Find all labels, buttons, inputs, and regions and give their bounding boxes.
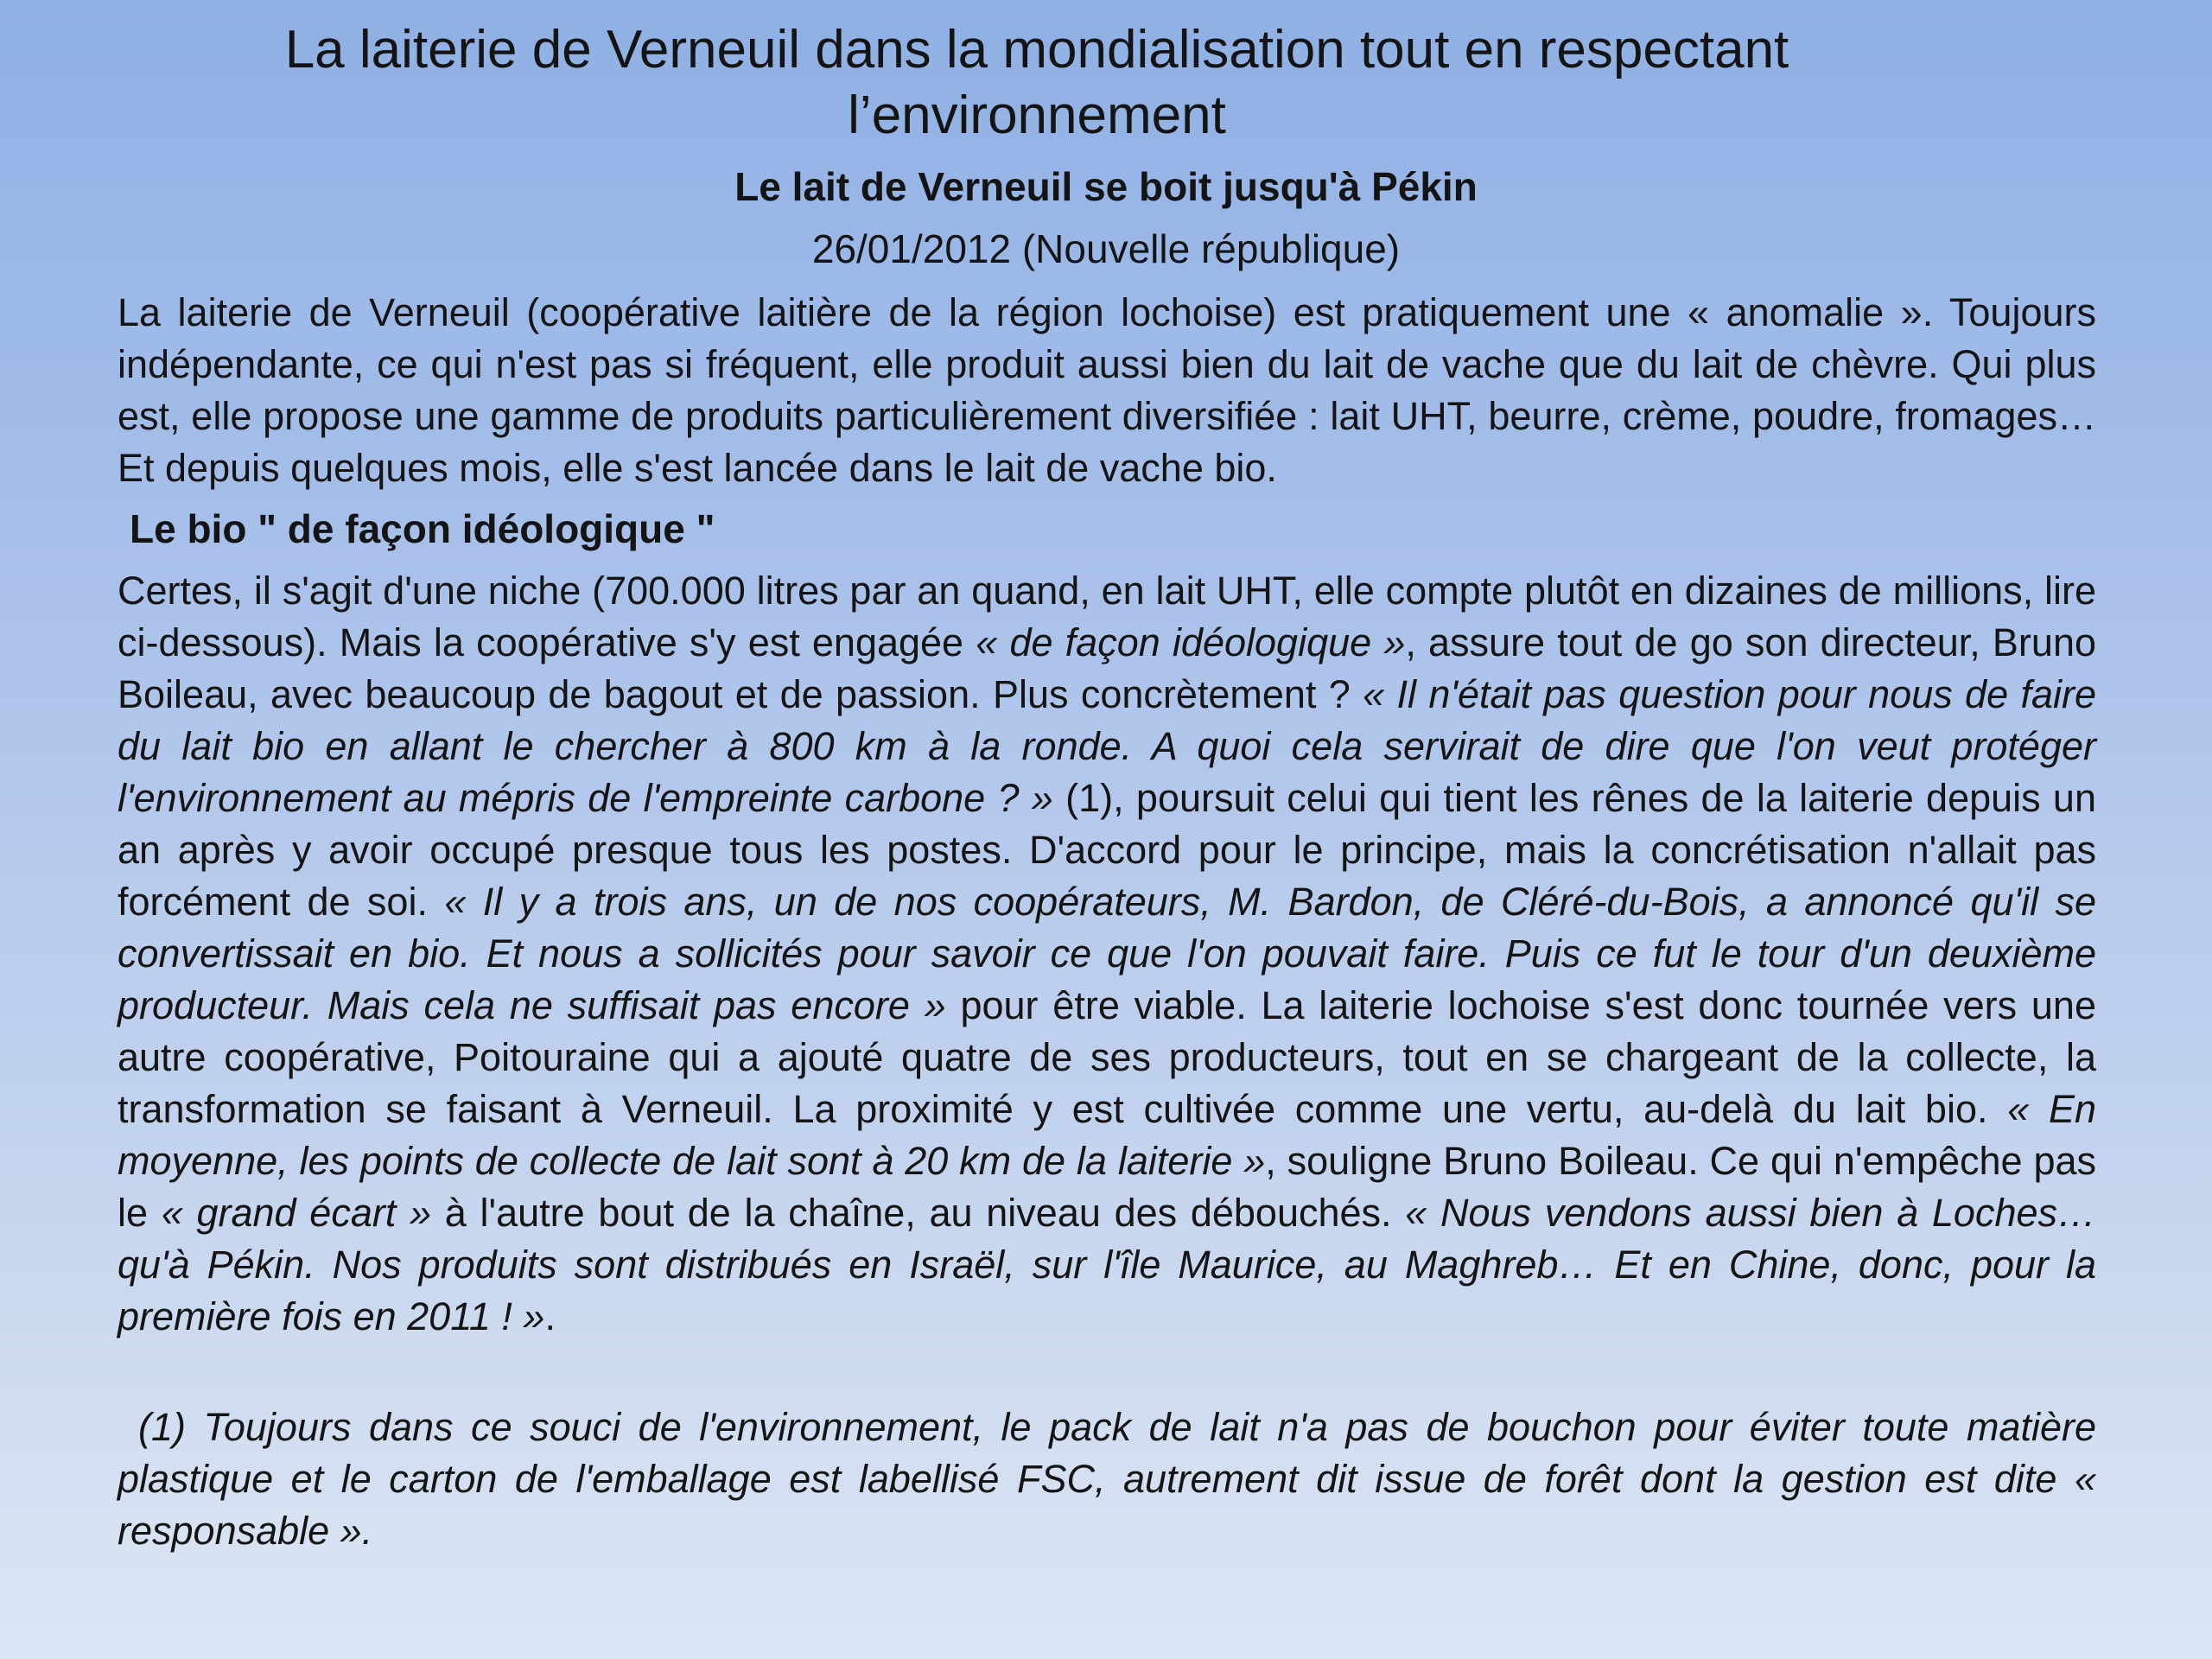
quote-run: « grand écart » — [161, 1191, 432, 1235]
footnote-text: (1) Toujours dans ce souci de l'environnement, le pack de lait n'a pas de bouchon pour éviter toute matière plastique et le carton de l'emballage est labellisé FSC, autrement dit issue de forêt dont la gestion est dite « responsable ». — [118, 1405, 2096, 1553]
text-run: (1), poursuit celui qui tient les rênes de la laiterie depuis un an après y avoir occupé presque tous les postes. D'accord pour le principe, mais la concrétisation n'allait pas forcément de soi. — [118, 776, 2096, 924]
article-paragraph-intro: La laiterie de Verneuil (coopérative laitière de la région lochoise) est pratiquement une « anomalie ». Toujours indépendante, ce qui n'est pas si fréquent, elle produit aussi bien du lait de vache que du lait de chèvre. Qui plus est, elle propose une gamme de produits particulièrement diversifiée : lait UHT, beurre, crème, poudre, fromages… Et depuis quelques mois, elle s'est lancée dans le lait de vache bio. — [118, 290, 2096, 490]
text-run: , souligne Bruno Boileau. Ce qui n'empêche pas le — [118, 1139, 2097, 1235]
text-run: . — [544, 1294, 556, 1338]
slide-title: La laiterie de Verneuil dans la mondialisation tout en respectant l’environnement — [284, 20, 1789, 145]
article-paragraph-main — [118, 565, 2096, 1343]
text-run: , assure tout de go son directeur, Bruno Boileau, avec beaucoup de bagout et de passion. Plus concrètement ? — [118, 620, 2096, 716]
text-run: à l'autre bout de la chaîne, au niveau des débouchés. — [431, 1191, 1406, 1235]
text-run: pour être viable. La laiterie lochoise s'est donc tournée vers une autre coopérative, Poitouraine qui a ajouté quatre de ses producteurs, tout en se chargeant de la collecte, la transformation se faisant à Verneuil. La proximité y est cultivée comme une vertu, au-delà du lait bio. — [118, 983, 2096, 1131]
quote-run: « Il y a trois ans, un de nos coopérateurs, M. Bardon, de Cléré-du-Bois, a annoncé qu'il se convertissait en bio. Et nous a sollicités pour savoir ce que l'on pouvait faire. Puis ce fut le tour d'un deuxième producteur. Mais cela ne suffisait pas encore » — [118, 880, 2096, 1027]
quote-run: « Il n'était pas question pour nous de faire du lait bio en allant le chercher à 800 km à la ronde. A quoi cela servirait de dire que l'on veut protéger l'environnement au mépris de l'empreinte carbone ? » — [118, 672, 2096, 820]
quote-run: « Nous vendons aussi bien à Loches… qu'à Pékin. Nos produits sont distribués en Israël, sur l'île Maurice, au Maghreb… Et en Chine, donc, pour la première fois en 2011 ! » — [118, 1191, 2097, 1338]
article-headline: Le lait de Verneuil se boit jusqu'à Pékin — [734, 164, 1478, 209]
article-subheading: Le bio " de façon idéologique " — [130, 506, 715, 551]
quote-run: « En moyenne, les points de collecte de lait sont à 20 km de la laiterie » — [118, 1087, 2097, 1183]
article-dateline: 26/01/2012 (Nouvelle république) — [811, 226, 1401, 271]
text-run: Certes, il s'agit d'une niche (700.000 litres par an quand, en lait UHT, elle compte plutôt en dizaines de millions, lire ci-dessous). Mais la coopérative s'y est engagée — [118, 569, 2096, 664]
quote-run: « de façon idéologique » — [976, 620, 1406, 664]
article-footnote — [118, 1402, 2096, 1557]
